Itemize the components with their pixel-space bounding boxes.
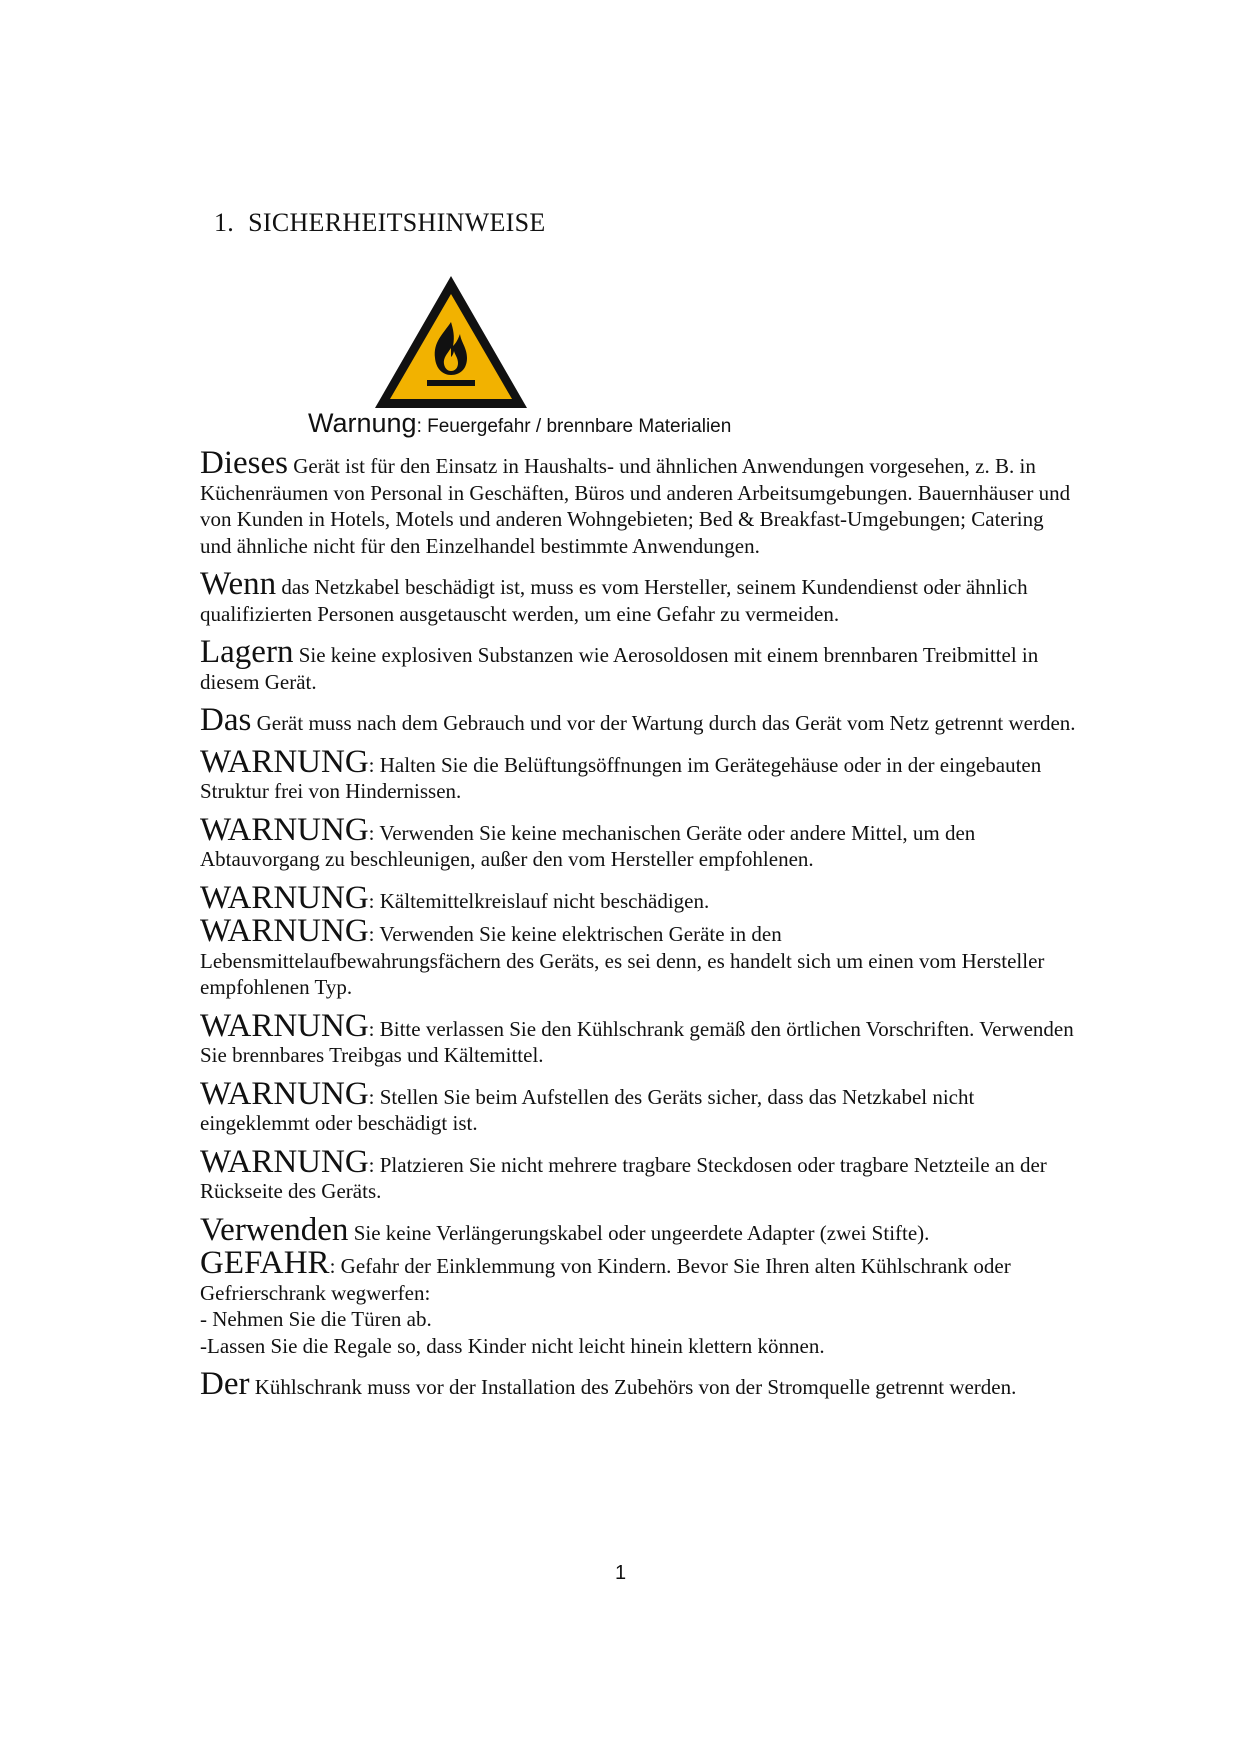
paragraph-lead: WARNUNG	[200, 913, 369, 949]
paragraph-lead: WARNUNG	[200, 811, 369, 848]
paragraph-text: Gerät muss nach dem Gebrauch und vor der Wartung durch das Gerät vom Netz getrennt werden.	[251, 711, 1076, 735]
warning-caption-text: : Feuergefahr / brennbare Materialien	[416, 416, 732, 437]
section-number: 1.	[214, 208, 235, 237]
paragraph-lead: WARNUNG	[200, 1007, 369, 1044]
paragraph	[200, 702, 1080, 738]
paragraph-lead: Wenn	[200, 566, 277, 602]
paragraph	[200, 566, 1080, 627]
safety-instructions	[200, 445, 1080, 1413]
warning-paragraph	[200, 1007, 1080, 1069]
paragraph-text: : Platzieren Sie nicht mehrere tragbare Steckdosen oder tragbare Netzteile an der Rückseite des Geräts.	[200, 1152, 1047, 1203]
paragraph	[200, 1366, 1080, 1402]
danger-paragraph	[200, 1245, 1080, 1359]
paragraph-lead: WARNUNG	[200, 1143, 369, 1180]
section-title: SICHERHEITSHINWEISE	[248, 208, 546, 237]
paragraph-lead: WARNUNG	[200, 879, 369, 916]
paragraph	[200, 1211, 1080, 1248]
warning-paragraph	[200, 811, 1080, 873]
paragraph-lead: WARNUNG	[200, 743, 369, 780]
section-heading	[214, 208, 546, 238]
paragraph-lead: Dieses	[200, 445, 288, 481]
paragraph	[200, 445, 1080, 559]
paragraph-lead: Der	[200, 1366, 250, 1402]
paragraph-text: : Gefahr der Einklemmung von Kindern. Bevor Sie Ihren alten Kühlschrank oder Gefrierschrank wegwerfen:	[200, 1254, 1011, 1305]
paragraph-text: : Verwenden Sie keine elektrischen Geräte in den Lebensmittelaufbewahrungsfächern des Geräts, es sei denn, es handelt sich um einen vom Hersteller empfohlenen Typ.	[200, 922, 1045, 999]
warning-paragraph	[200, 743, 1080, 805]
warning-caption	[308, 408, 731, 439]
paragraph-text: : Stellen Sie beim Aufstellen des Geräts sicher, dass das Netzkabel nicht eingeklemmt oder beschädigt ist.	[200, 1084, 975, 1135]
danger-step: - Nehmen Sie die Türen ab.	[200, 1307, 432, 1331]
paragraph-text: Kühlschrank muss vor der Installation des Zubehörs von der Stromquelle getrennt werden.	[249, 1375, 1017, 1399]
warning-paragraph	[200, 1075, 1080, 1137]
warning-paragraph	[200, 913, 1080, 1001]
paragraph-text: Gerät ist für den Einsatz in Haushalts- und ähnlichen Anwendungen vorgesehen, z. B. in Küchenräumen von Personal in Geschäften, Büros und anderen Arbeitsumgebungen. Bauernhäuser und von Kunden in Hotels, Motels und anderen Wohngebieten; Bed & Breakfast-Umgebungen; Catering und ähnliche nicht für den Einzelhandel bestimmte Anwendungen.	[200, 454, 1071, 558]
flammable-warning-triangle-icon	[371, 272, 531, 412]
warning-paragraph	[200, 879, 1080, 916]
flame-base-bar	[427, 380, 475, 386]
paragraph-text: : Verwenden Sie keine mechanischen Geräte oder andere Mittel, um den Abtauvorgang zu beschleunigen, außer den vom Hersteller empfohlenen.	[200, 820, 976, 871]
paragraph-text: das Netzkabel beschädigt ist, muss es vom Hersteller, seinem Kundendienst oder ähnlich qualifizierten Personen ausgetauscht werden, um eine Gefahr zu vermeiden.	[200, 575, 1028, 626]
paragraph-lead: GEFAHR	[200, 1245, 330, 1281]
danger-step: -Lassen Sie die Regale so, dass Kinder nicht leicht hinein klettern können.	[200, 1333, 825, 1358]
paragraph-text: : Kältemittelkreislauf nicht beschädigen.	[368, 888, 710, 913]
warning-paragraph	[200, 1143, 1080, 1205]
paragraph-text: Sie keine Verlängerungskabel oder ungeerdete Adapter (zwei Stifte).	[348, 1220, 930, 1245]
paragraph-lead: WARNUNG	[200, 1075, 369, 1112]
paragraph-text: : Bitte verlassen Sie den Kühlschrank gemäß den örtlichen Vorschriften. Verwenden Sie brennbares Treibgas und Kältemittel.	[200, 1016, 1074, 1067]
paragraph-lead: Das	[200, 702, 252, 738]
paragraph-text: Sie keine explosiven Substanzen wie Aerosoldosen mit einem brennbaren Treibmittel in diesem Gerät.	[200, 643, 1039, 694]
paragraph-lead: Verwenden	[200, 1211, 349, 1248]
page-number: 1	[614, 1562, 627, 1584]
paragraph	[200, 634, 1080, 695]
paragraph-lead: Lagern	[200, 634, 294, 670]
warning-caption-lead: Warnung	[308, 408, 417, 438]
paragraph-text: : Halten Sie die Belüftungsöffnungen im Gerätegehäuse oder in der eingebauten Struktur frei von Hindernissen.	[200, 752, 1042, 803]
